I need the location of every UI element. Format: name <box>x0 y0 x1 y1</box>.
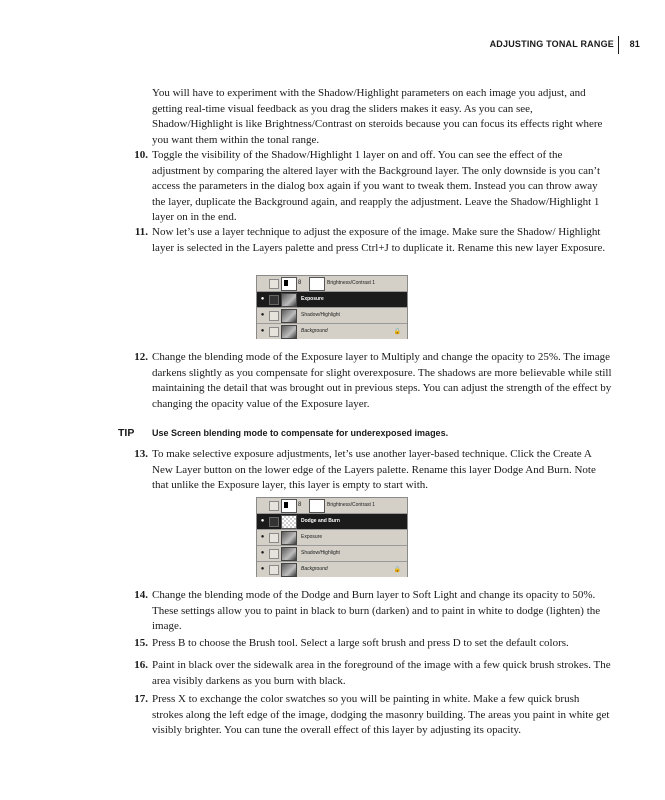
layer-row <box>257 562 407 577</box>
step-number: 10. <box>134 149 148 161</box>
step-number: 15. <box>134 637 148 649</box>
lock-icon: 🔒 <box>393 329 401 335</box>
step-text: Change the blending mode of the Dodge and Burn layer to Soft Light and change its opacity to 50%. These settings allow you to paint in black to burn (darken) and to paint in white to dodge (lighten) the image. <box>152 589 601 632</box>
brush-slot-icon <box>269 533 279 543</box>
layer-thumbnail <box>281 309 297 323</box>
step-number: 14. <box>134 589 148 601</box>
brush-slot-icon <box>269 311 279 321</box>
step-number: 11. <box>134 226 148 238</box>
page-number: 81 <box>629 39 640 49</box>
layer-row <box>257 308 407 324</box>
layer-thumbnail <box>281 531 297 545</box>
eye-icon: ● <box>260 550 265 556</box>
layer-row <box>257 498 407 514</box>
eye-icon: ● <box>260 312 265 318</box>
visibility-icon <box>259 280 266 287</box>
brush-slot-icon <box>269 327 279 337</box>
tip-text: Use Screen blending mode to compensate for underexposed images. <box>152 428 449 438</box>
layer-row <box>257 276 407 292</box>
step-15 <box>134 636 612 652</box>
step-12 <box>134 350 612 412</box>
step-16 <box>134 658 612 689</box>
layer-name: Brightness/Contrast 1 <box>327 280 376 286</box>
layer-row <box>257 546 407 562</box>
layer-row <box>257 324 407 339</box>
step-10 <box>134 148 612 226</box>
empty-layer-thumbnail <box>281 515 297 529</box>
step-number: 12. <box>134 351 148 363</box>
running-header <box>478 36 640 54</box>
adjustment-thumbnail-icon <box>281 277 297 291</box>
lock-icon: 🔒 <box>393 567 401 573</box>
step-13 <box>134 447 612 494</box>
layer-name: Shadow/Highlight <box>301 312 340 318</box>
layer-thumbnail <box>281 325 297 339</box>
step-text: Now let’s use a layer technique to adjust the exposure of the image. Make sure the Shadow/ Highlight layer is selected in the Layers palette and press Ctrl+J to duplicate it. Rename this new layer Exposure. <box>152 226 606 254</box>
layer-name: Background <box>301 328 328 334</box>
layer-row-selected <box>257 514 407 530</box>
layer-name: Brightness/Contrast 1 <box>327 502 376 508</box>
eye-icon: ● <box>260 296 265 302</box>
eye-icon: ● <box>260 518 265 524</box>
chapter-title: ADJUSTING TONAL RANGE <box>489 39 614 49</box>
header-divider <box>618 36 619 54</box>
step-text: Press B to choose the Brush tool. Select a large soft brush and press D to set the default colors. <box>152 637 569 649</box>
eye-icon: ● <box>260 534 265 540</box>
link-icon: 8 <box>298 502 302 508</box>
step-number: 17. <box>134 693 148 705</box>
layer-row <box>257 530 407 546</box>
step-text: Press X to exchange the color swatches so you will be painting in white. Make a few quick brush strokes along the left edge of the image, dodging the masonry building. The areas you paint in white get visibly brighter. You can tune the overall effect of this layer by adjusting its opacity. <box>152 693 610 736</box>
step-11 <box>134 225 612 256</box>
step-14 <box>134 588 612 635</box>
layer-thumbnail <box>281 293 297 307</box>
visibility-icon <box>259 502 266 509</box>
step-number: 13. <box>134 448 148 460</box>
layer-thumbnail <box>281 563 297 577</box>
step-text: To make selective exposure adjustments, let’s use another layer-based technique. Click the Create A New Layer button on the lower edge of the Layers palette. Rename this layer Dodge And Burn. Note that unlike the Exposure layer, this layer is empty to start with. <box>152 448 596 491</box>
layer-mask-thumbnail <box>309 499 325 513</box>
brush-slot-icon <box>269 549 279 559</box>
layer-row-selected <box>257 292 407 308</box>
step-number: 16. <box>134 659 148 671</box>
step-text: Toggle the visibility of the Shadow/Highlight 1 layer on and off. You can see the effect of the adjustment by comparing the altered layer with the Background layer. The only downside is you can’t access the parameters in the dialog box again if you want to tweak them. Instead you can throw away the layer, duplicate the Background again, and reapply the adjustment. Leave the Shadow/Highlight 1 layer on in the end. <box>152 149 601 223</box>
layer-name: Exposure <box>301 534 323 540</box>
brush-slot-icon <box>269 517 279 527</box>
layer-name: Dodge and Burn <box>301 518 340 524</box>
intro-paragraph: You will have to experiment with the Shadow/Highlight parameters on each image you adjust, and getting real-time visual feedback as you drag the sliders makes it easy. As you can see, Shadow/Highlight is like Brightness/Contrast on steroids because you can focus its effects right where you want them within the tonal range. <box>152 87 603 146</box>
layer-name: Shadow/Highlight <box>301 550 340 556</box>
brush-slot-icon <box>269 565 279 575</box>
brush-slot-icon <box>269 279 279 289</box>
brush-slot-icon <box>269 501 279 511</box>
step-text: Change the blending mode of the Exposure layer to Multiply and change the opacity to 25%. The image darkens slightly as you compensate for slight overexposure. The shadows are more believable while still maintaining the detail that was brought out in previous steps. You can adjust the strength of the effect by changing the opacity value of the Exposure layer. <box>152 351 612 410</box>
layer-name: Background <box>301 566 328 572</box>
eye-icon: ● <box>260 566 265 572</box>
layer-name: Exposure <box>301 296 324 302</box>
layer-mask-thumbnail <box>309 277 325 291</box>
layer-thumbnail <box>281 547 297 561</box>
step-17 <box>134 692 612 739</box>
layers-palette-screenshot <box>256 275 408 339</box>
brush-slot-icon <box>269 295 279 305</box>
adjustment-thumbnail-icon <box>281 499 297 513</box>
step-text: Paint in black over the sidewalk area in the foreground of the image with a few quick brush strokes. The area visibly darkens as you burn with black. <box>152 659 611 687</box>
layers-palette-screenshot <box>256 497 408 577</box>
link-icon: 8 <box>298 280 302 286</box>
eye-icon: ● <box>260 328 265 334</box>
tip-label: TIP <box>118 427 135 439</box>
